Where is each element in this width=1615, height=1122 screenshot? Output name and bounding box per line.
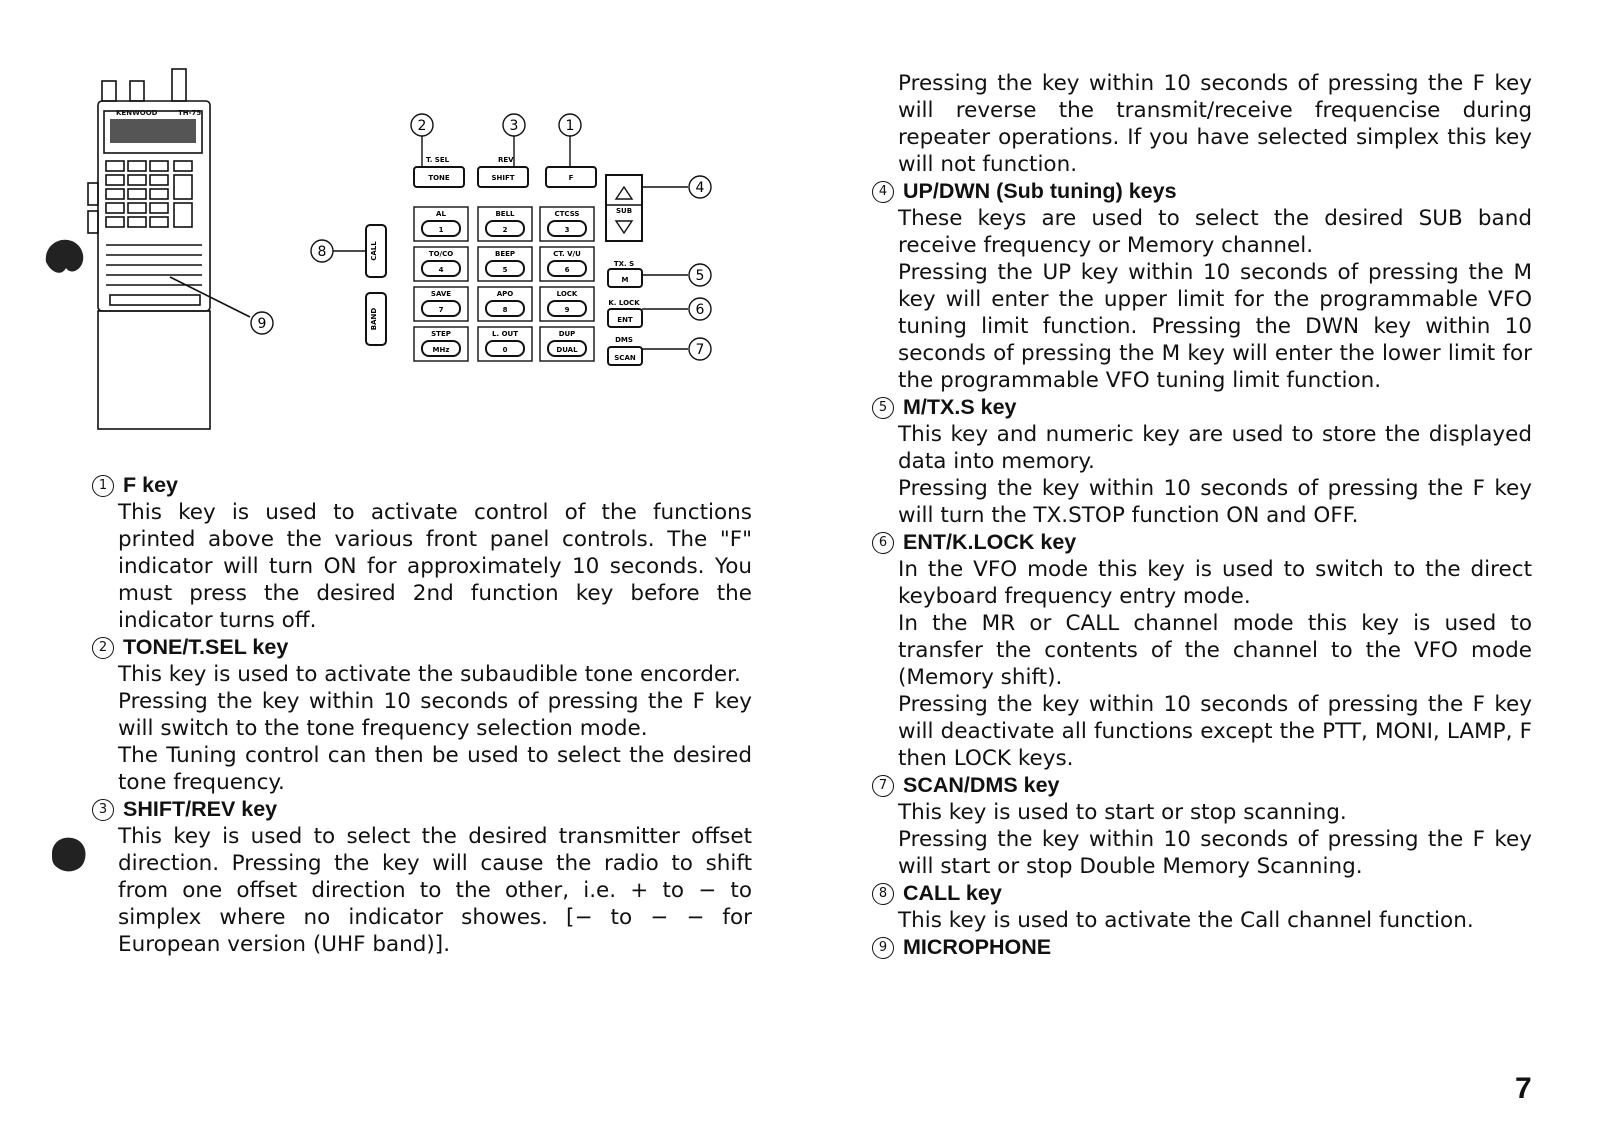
radio-keypad-figure	[40, 55, 760, 455]
svg-text:8: 8	[317, 244, 327, 260]
radio-keypad-grid	[106, 161, 192, 227]
item-paragraph: Pressing the key within 10 seconds of pressing the F key will switch to the tone frequency selection mode.	[118, 689, 752, 741]
item-paragraph: This key is used to activate control of the functions printed above the various front panel controls. The "F" indicator will turn ON for approximately 10 seconds. You must press the desired 2nd function key before the indicator turns off.	[118, 500, 752, 633]
keypad-key-label: 5	[502, 266, 508, 274]
page-number: 7	[1515, 1072, 1532, 1105]
item-paragraph: These keys are used to select the desired SUB band receive frequency or Memory channel.	[898, 206, 1532, 258]
keypad-key-label: 9	[564, 306, 570, 314]
callout-4	[642, 176, 711, 198]
keypad-key-upper-label: BELL	[495, 210, 515, 218]
keypad-key-upper-label: CT. V/U	[553, 250, 581, 258]
item-paragraph: This key and numeric key are used to store the displayed data into memory.	[898, 422, 1532, 474]
keypad-key	[414, 327, 468, 361]
radio-model: TH-75	[178, 109, 202, 117]
key-description-8	[872, 880, 1532, 934]
item-heading	[872, 880, 1532, 907]
item-title: UP/DWN (Sub tuning) keys	[903, 179, 1177, 203]
keypad-key	[414, 247, 468, 281]
circled-number: 7	[872, 775, 894, 797]
item-paragraph: This key is used to activate the subaudible tone encorder.	[118, 662, 741, 687]
circled-number: 6	[872, 532, 894, 554]
svg-text:M: M	[621, 276, 629, 284]
keypad-key-label: 6	[564, 266, 570, 274]
keypad-key-upper-label: LOCK	[556, 290, 578, 298]
item-title: M/TX.S key	[903, 395, 1017, 419]
key-up-dwn	[606, 175, 642, 241]
circled-number: 2	[92, 637, 114, 659]
svg-text:REV: REV	[498, 156, 514, 164]
svg-text:F: F	[568, 174, 574, 182]
item-title: CALL key	[903, 881, 1002, 905]
radio-brand: KENWOOD	[116, 109, 158, 117]
right-intro-paragraph: Pressing the key within 10 seconds of pressing the F key will reverse the transmit/receive frequencise during repeater operations. If you have selected simplex this key will not function.	[898, 71, 1532, 177]
keypad-key-label: DUAL	[556, 346, 578, 354]
item-heading	[872, 529, 1532, 556]
key-description-6	[872, 529, 1532, 772]
keypad-key	[414, 287, 468, 321]
item-heading	[872, 394, 1532, 421]
svg-text:SCAN: SCAN	[614, 354, 636, 362]
ink-blot-icon	[40, 232, 90, 278]
antenna-knob-icon	[172, 69, 186, 101]
svg-text:K. LOCK: K. LOCK	[608, 299, 640, 307]
ink-blot-icon	[46, 832, 92, 878]
svg-text:TONE: TONE	[428, 174, 450, 182]
circled-number: 9	[872, 937, 894, 959]
key-ent	[608, 299, 642, 327]
left-column	[92, 472, 752, 958]
key-f	[546, 167, 596, 187]
item-heading	[92, 472, 752, 499]
knob-icon	[130, 81, 144, 101]
band-key	[366, 293, 386, 345]
right-column	[872, 70, 1532, 961]
item-heading	[872, 934, 1532, 961]
item-title: SCAN/DMS key	[903, 773, 1060, 797]
keypad-key-label: 8	[502, 306, 508, 314]
item-title: F key	[123, 473, 178, 497]
circled-number: 4	[872, 181, 894, 203]
svg-text:SHIFT: SHIFT	[491, 174, 515, 182]
knob-icon	[102, 81, 116, 101]
keypad-key-label: 0	[502, 346, 508, 354]
callout-7	[642, 338, 711, 360]
keypad-key-upper-label: TO/CO	[428, 250, 454, 258]
key-description-3	[92, 796, 752, 958]
item-title: SHIFT/REV key	[123, 797, 278, 821]
item-paragraph: The Tuning control can then be used to select the desired tone frequency.	[118, 743, 752, 795]
svg-text:CALL: CALL	[370, 241, 378, 261]
circled-number: 3	[92, 799, 114, 821]
item-paragraph: This key is used to start or stop scanning.	[898, 800, 1347, 825]
key-m	[608, 260, 642, 287]
item-heading	[92, 634, 752, 661]
keypad-key	[478, 327, 532, 361]
item-paragraph: This key is used to activate the Call channel function.	[898, 908, 1474, 933]
item-paragraph: In the MR or CALL channel mode this key is used to transfer the contents of the channel to the VFO mode (Memory shift).	[898, 611, 1532, 690]
callout-8	[311, 240, 366, 262]
callout-5	[642, 264, 711, 286]
keypad-key-upper-label: APO	[496, 290, 514, 298]
svg-text:4: 4	[695, 180, 705, 196]
svg-text:T. SEL: T. SEL	[426, 156, 450, 164]
keypad-key	[478, 287, 532, 321]
key-description-4	[872, 178, 1532, 394]
keypad-key	[478, 207, 532, 241]
keypad-key	[478, 247, 532, 281]
key-description-5	[872, 394, 1532, 529]
battery-pack	[98, 311, 210, 429]
svg-text:SUB: SUB	[615, 207, 633, 215]
circled-number: 5	[872, 397, 894, 419]
key-description-2	[92, 634, 752, 796]
key-shift	[478, 156, 528, 187]
item-paragraph: Pressing the UP key within 10 seconds of pressing the M key will enter the upper limit for the programmable VFO tuning limit function. Pressing the DWN key within 10 seconds of pressing the M key will enter the lower limit for the programmable VFO tuning limit function.	[898, 260, 1532, 393]
key-description-1	[92, 472, 752, 634]
key-description-7	[872, 772, 1532, 880]
keypad-key-upper-label: AL	[436, 210, 446, 218]
keypad-key-label: 2	[502, 226, 508, 234]
svg-text:ENT: ENT	[617, 316, 633, 324]
item-paragraph: Pressing the key within 10 seconds of pressing the F key will deactivate all functions except the PTT, MONI, LAMP, F then LOCK keys.	[898, 692, 1532, 771]
keypad-key	[540, 247, 594, 281]
call-key	[366, 225, 386, 277]
item-paragraph: Pressing the key within 10 seconds of pressing the F key will start or stop Double Memory Scanning.	[898, 827, 1532, 879]
key-scan	[608, 336, 642, 365]
keypad-key	[540, 207, 594, 241]
keypad-key	[414, 207, 468, 241]
key-description-9	[872, 934, 1532, 961]
svg-text:3: 3	[509, 118, 519, 134]
item-title: MICROPHONE	[903, 935, 1052, 959]
svg-text:6: 6	[695, 302, 705, 318]
item-heading	[872, 178, 1532, 205]
keypad-key-label: 7	[438, 306, 444, 314]
svg-text:9: 9	[257, 316, 267, 332]
keypad-grid	[414, 207, 594, 361]
item-heading	[872, 772, 1532, 799]
item-paragraph: In the VFO mode this key is used to switch to the direct keyboard frequency entry mode.	[898, 557, 1532, 609]
svg-text:DMS: DMS	[615, 336, 633, 344]
keypad-key-upper-label: STEP	[431, 330, 451, 338]
circled-number: 8	[872, 883, 894, 905]
svg-text:7: 7	[695, 342, 705, 358]
item-title: TONE/T.SEL key	[123, 635, 289, 659]
keypad-key	[540, 287, 594, 321]
item-paragraph: This key is used to select the desired transmitter offset direction. Pressing the key will cause the radio to shift from one offset direction to the other, i.e. + to − to simplex where no indicator showes. [− to − − for European version (UHF band)].	[118, 824, 752, 957]
callout-6	[642, 298, 711, 320]
svg-text:2: 2	[417, 118, 427, 134]
keypad-key-upper-label: SAVE	[430, 290, 452, 298]
keypad-key-upper-label: CTCSS	[554, 210, 580, 218]
circled-number: 1	[92, 475, 114, 497]
item-heading	[92, 796, 752, 823]
svg-text:1: 1	[565, 118, 575, 134]
keypad-key-upper-label: BEEP	[494, 250, 516, 258]
keypad-key-label: MHz	[432, 346, 450, 354]
keypad-key	[540, 327, 594, 361]
keypad-key-label: 3	[564, 226, 570, 234]
callout-1	[559, 114, 581, 167]
keypad-key-upper-label: DUP	[558, 330, 576, 338]
svg-text:BAND: BAND	[370, 307, 378, 331]
keypad-key-upper-label: L. OUT	[492, 330, 518, 338]
keypad-key-label: 4	[438, 266, 444, 274]
down-arrow-icon	[616, 221, 632, 233]
svg-text:5: 5	[695, 268, 705, 284]
item-title: ENT/K.LOCK key	[903, 530, 1077, 554]
item-paragraph: Pressing the key within 10 seconds of pressing the F key will turn the TX.STOP function ON and OFF.	[898, 476, 1532, 528]
up-arrow-icon	[616, 187, 632, 199]
keypad-key-label: 1	[438, 226, 444, 234]
callout-9	[251, 312, 273, 334]
svg-text:TX. S: TX. S	[613, 260, 635, 268]
radio-illustration	[40, 55, 760, 455]
